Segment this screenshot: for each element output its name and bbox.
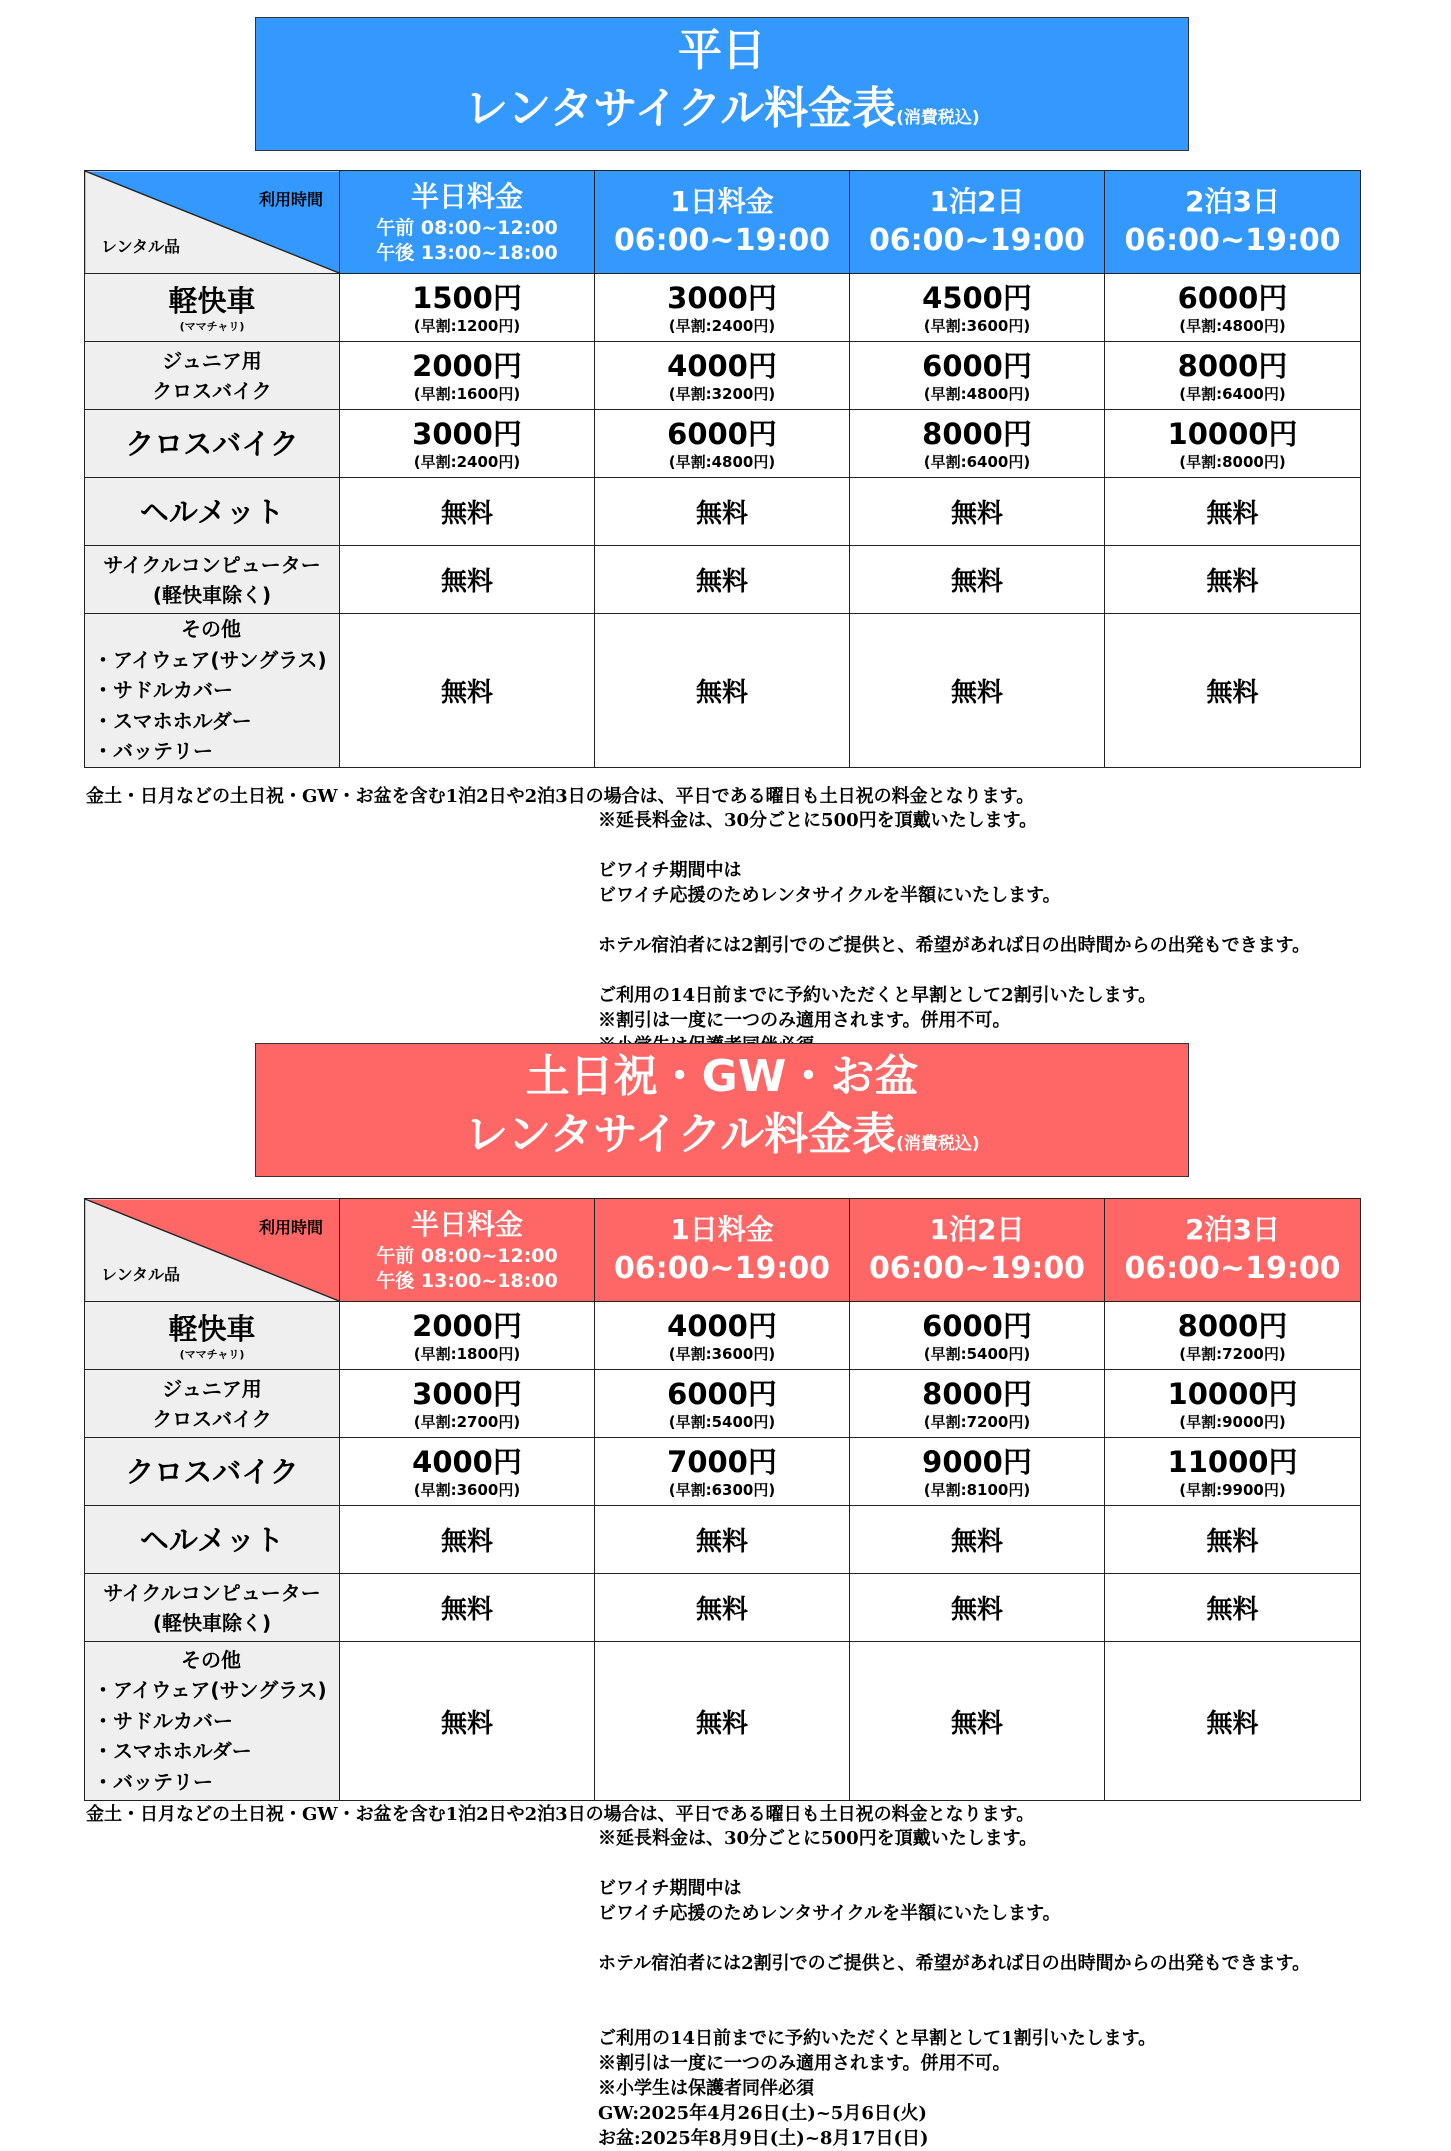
tax-note: (消費税込) [896, 107, 980, 128]
price-cell: 7000円 (早割:6300円) [595, 1438, 850, 1506]
banner-title: 平日 [678, 24, 766, 76]
free-cell: 無料 [595, 1642, 850, 1801]
price-cell: 4500円 (早割:3600円) [850, 274, 1105, 342]
price-cell: 3000円 (早割:2400円) [595, 274, 850, 342]
col-time: 06:00~19:00 [868, 1251, 1086, 1286]
table-corner-header [85, 1199, 340, 1302]
row-label: クロスバイク [85, 410, 340, 478]
price-cell: 10000円 (早割:8000円) [1105, 410, 1361, 478]
header-two-nights [1105, 171, 1361, 274]
free-cell: 無料 [340, 1642, 595, 1801]
row-label: ジュニア用 クロスバイク [85, 342, 340, 410]
free-cell: 無料 [850, 1506, 1105, 1574]
free-cell: 無料 [595, 546, 850, 614]
row-label: サイクルコンピューター (軽快車除く) [85, 1574, 340, 1642]
table-row [85, 274, 1361, 342]
col-title: 2泊3日 [1185, 1213, 1280, 1246]
col-time: 06:00~19:00 [868, 223, 1086, 258]
holiday-banner [255, 1043, 1189, 1177]
corner-label-item: レンタル品 [101, 1265, 180, 1284]
half-day-pm: 午後 13:00~18:00 [376, 1270, 558, 1292]
price-cell: 6000円 (早割:4800円) [850, 342, 1105, 410]
free-cell: 無料 [1105, 546, 1361, 614]
header-one-night [850, 171, 1105, 274]
free-cell: 無料 [340, 1574, 595, 1642]
col-title: 1日料金 [670, 1213, 774, 1246]
free-cell: 無料 [1105, 1506, 1361, 1574]
row-label: サイクルコンピューター (軽快車除く) [85, 546, 340, 614]
price-cell: 4000円 (早割:3600円) [595, 1302, 850, 1370]
banner-subtitle: レンタサイクル料金表 [464, 82, 897, 134]
price-cell: 6000円 (早割:5400円) [595, 1370, 850, 1438]
price-cell: 9000円 (早割:8100円) [850, 1438, 1105, 1506]
free-cell: 無料 [340, 614, 595, 768]
price-cell: 1500円 (早割:1200円) [340, 274, 595, 342]
price-cell: 8000円 (早割:6400円) [1105, 342, 1361, 410]
weekday-banner [255, 17, 1189, 151]
price-cell: 6000円 (早割:5400円) [850, 1302, 1105, 1370]
price-cell: 3000円 (早割:2400円) [340, 410, 595, 478]
price-cell: 10000円 (早割:9000円) [1105, 1370, 1361, 1438]
free-cell: 無料 [1105, 1574, 1361, 1642]
free-cell: 無料 [850, 546, 1105, 614]
col-time: 06:00~19:00 [1124, 1251, 1341, 1286]
price-cell: 4000円 (早割:3600円) [340, 1438, 595, 1506]
weekday-notes-line0: 金土・日月などの土日祝・GW・お盆を含む1泊2日や2泊3日の場合は、平日である曜日も土日祝の料金となります。 [86, 786, 1035, 807]
table-row [85, 1642, 1361, 1801]
col-time: 06:00~19:00 [1124, 223, 1341, 258]
table-row [85, 614, 1361, 768]
corner-label-time: 利用時間 [258, 190, 323, 209]
table-corner-header [85, 171, 340, 274]
weekday-price-table [84, 170, 1361, 768]
col-title: 1泊2日 [929, 185, 1025, 218]
row-label: ジュニア用 クロスバイク [85, 1370, 340, 1438]
header-half-day [340, 171, 595, 274]
holiday-notes: ※延長料金は、30分ごとに500円を頂戴いたします。 ビワイチ期間中は ビワイチ応援のためレンタサイクルを半額にいたします。 ホテル宿泊者には2割引でのご提供と、希望があれば日の出時間からの出発もできます。 ご利用の14日前までに予約いただくと早割として1割引いたします。 ※割引は一度に一つのみ適用されます。併用不可。 ※小学生は保護者同伴必須 GW:2025年4月26日(土)~5月6日(火) お盆:2025年8月9日(土)~8月17日(日) [598, 1828, 1311, 2149]
holiday-notes-line0: 金土・日月などの土日祝・GW・お盆を含む1泊2日や2泊3日の場合は、平日である曜日も土日祝の料金となります。 [86, 1804, 1035, 1825]
header-one-day [595, 1199, 850, 1302]
free-cell: 無料 [1105, 1642, 1361, 1801]
table-row [85, 1506, 1361, 1574]
price-cell: 6000円 (早割:4800円) [595, 410, 850, 478]
row-label: ヘルメット [85, 478, 340, 546]
free-cell: 無料 [850, 478, 1105, 546]
banner-title: 土日祝・GW・お盆 [525, 1050, 919, 1102]
banner-subtitle: レンタサイクル料金表 [464, 1108, 897, 1160]
table-row [85, 342, 1361, 410]
row-label: クロスバイク [85, 1438, 340, 1506]
corner-label-time: 利用時間 [258, 1218, 323, 1237]
free-cell: 無料 [850, 1574, 1105, 1642]
price-cell: 8000円 (早割:7200円) [850, 1370, 1105, 1438]
weekday-notes: ※延長料金は、30分ごとに500円を頂戴いたします。 ビワイチ期間中は ビワイチ応援のためレンタサイクルを半額にいたします。 ホテル宿泊者には2割引でのご提供と、希望があれば日の出時間からの出発もできます。 ご利用の14日前までに予約いただくと早割として2割引いたします。 ※割引は一度に一つのみ適用されます。併用不可。 [598, 810, 1311, 1031]
row-label-other: その他 ・アイウェア(サングラス) ・サドルカバー ・スマホホルダー ・バッテリー [85, 614, 340, 768]
price-cell: 4000円 (早割:3200円) [595, 342, 850, 410]
price-cell: 2000円 (早割:1600円) [340, 342, 595, 410]
half-day-pm: 午後 13:00~18:00 [376, 242, 558, 264]
free-cell: 無料 [340, 546, 595, 614]
price-cell: 6000円 (早割:4800円) [1105, 274, 1361, 342]
row-label: 軽快車 (ママチャリ) [85, 1302, 340, 1370]
free-cell: 無料 [1105, 478, 1361, 546]
holiday-price-table [84, 1198, 1361, 1801]
free-cell: 無料 [595, 1506, 850, 1574]
header-one-day [595, 171, 850, 274]
table-row [85, 478, 1361, 546]
row-label: ヘルメット [85, 1506, 340, 1574]
row-label-other: その他 ・アイウェア(サングラス) ・サドルカバー ・スマホホルダー ・バッテリー [85, 1642, 340, 1801]
free-cell: 無料 [340, 1506, 595, 1574]
free-cell: 無料 [595, 614, 850, 768]
col-title: 2泊3日 [1185, 185, 1280, 218]
col-title: 1日料金 [670, 185, 774, 218]
half-day-title: 半日料金 [410, 1208, 523, 1241]
free-cell: 無料 [595, 478, 850, 546]
price-cell: 8000円 (早割:7200円) [1105, 1302, 1361, 1370]
col-time: 06:00~19:00 [613, 1251, 831, 1286]
table-row [85, 1574, 1361, 1642]
half-day-am: 午前 08:00~12:00 [376, 1245, 558, 1267]
table-row [85, 1438, 1361, 1506]
half-day-title: 半日料金 [410, 180, 523, 213]
header-one-night [850, 1199, 1105, 1302]
header-half-day [340, 1199, 595, 1302]
half-day-am: 午前 08:00~12:00 [376, 217, 558, 239]
header-two-nights [1105, 1199, 1361, 1302]
corner-label-item: レンタル品 [101, 237, 180, 256]
price-cell: 2000円 (早割:1800円) [340, 1302, 595, 1370]
free-cell: 無料 [595, 1574, 850, 1642]
price-cell: 3000円 (早割:2700円) [340, 1370, 595, 1438]
tax-note: (消費税込) [896, 1133, 980, 1154]
table-row [85, 1302, 1361, 1370]
free-cell: 無料 [850, 1642, 1105, 1801]
col-time: 06:00~19:00 [613, 223, 831, 258]
table-row [85, 1370, 1361, 1438]
table-row [85, 546, 1361, 614]
free-cell: 無料 [850, 614, 1105, 768]
free-cell: 無料 [340, 478, 595, 546]
price-cell: 11000円 (早割:9900円) [1105, 1438, 1361, 1506]
col-title: 1泊2日 [929, 1213, 1025, 1246]
row-label: 軽快車 (ママチャリ) [85, 274, 340, 342]
price-cell: 8000円 (早割:6400円) [850, 410, 1105, 478]
table-row [85, 410, 1361, 478]
free-cell: 無料 [1105, 614, 1361, 768]
